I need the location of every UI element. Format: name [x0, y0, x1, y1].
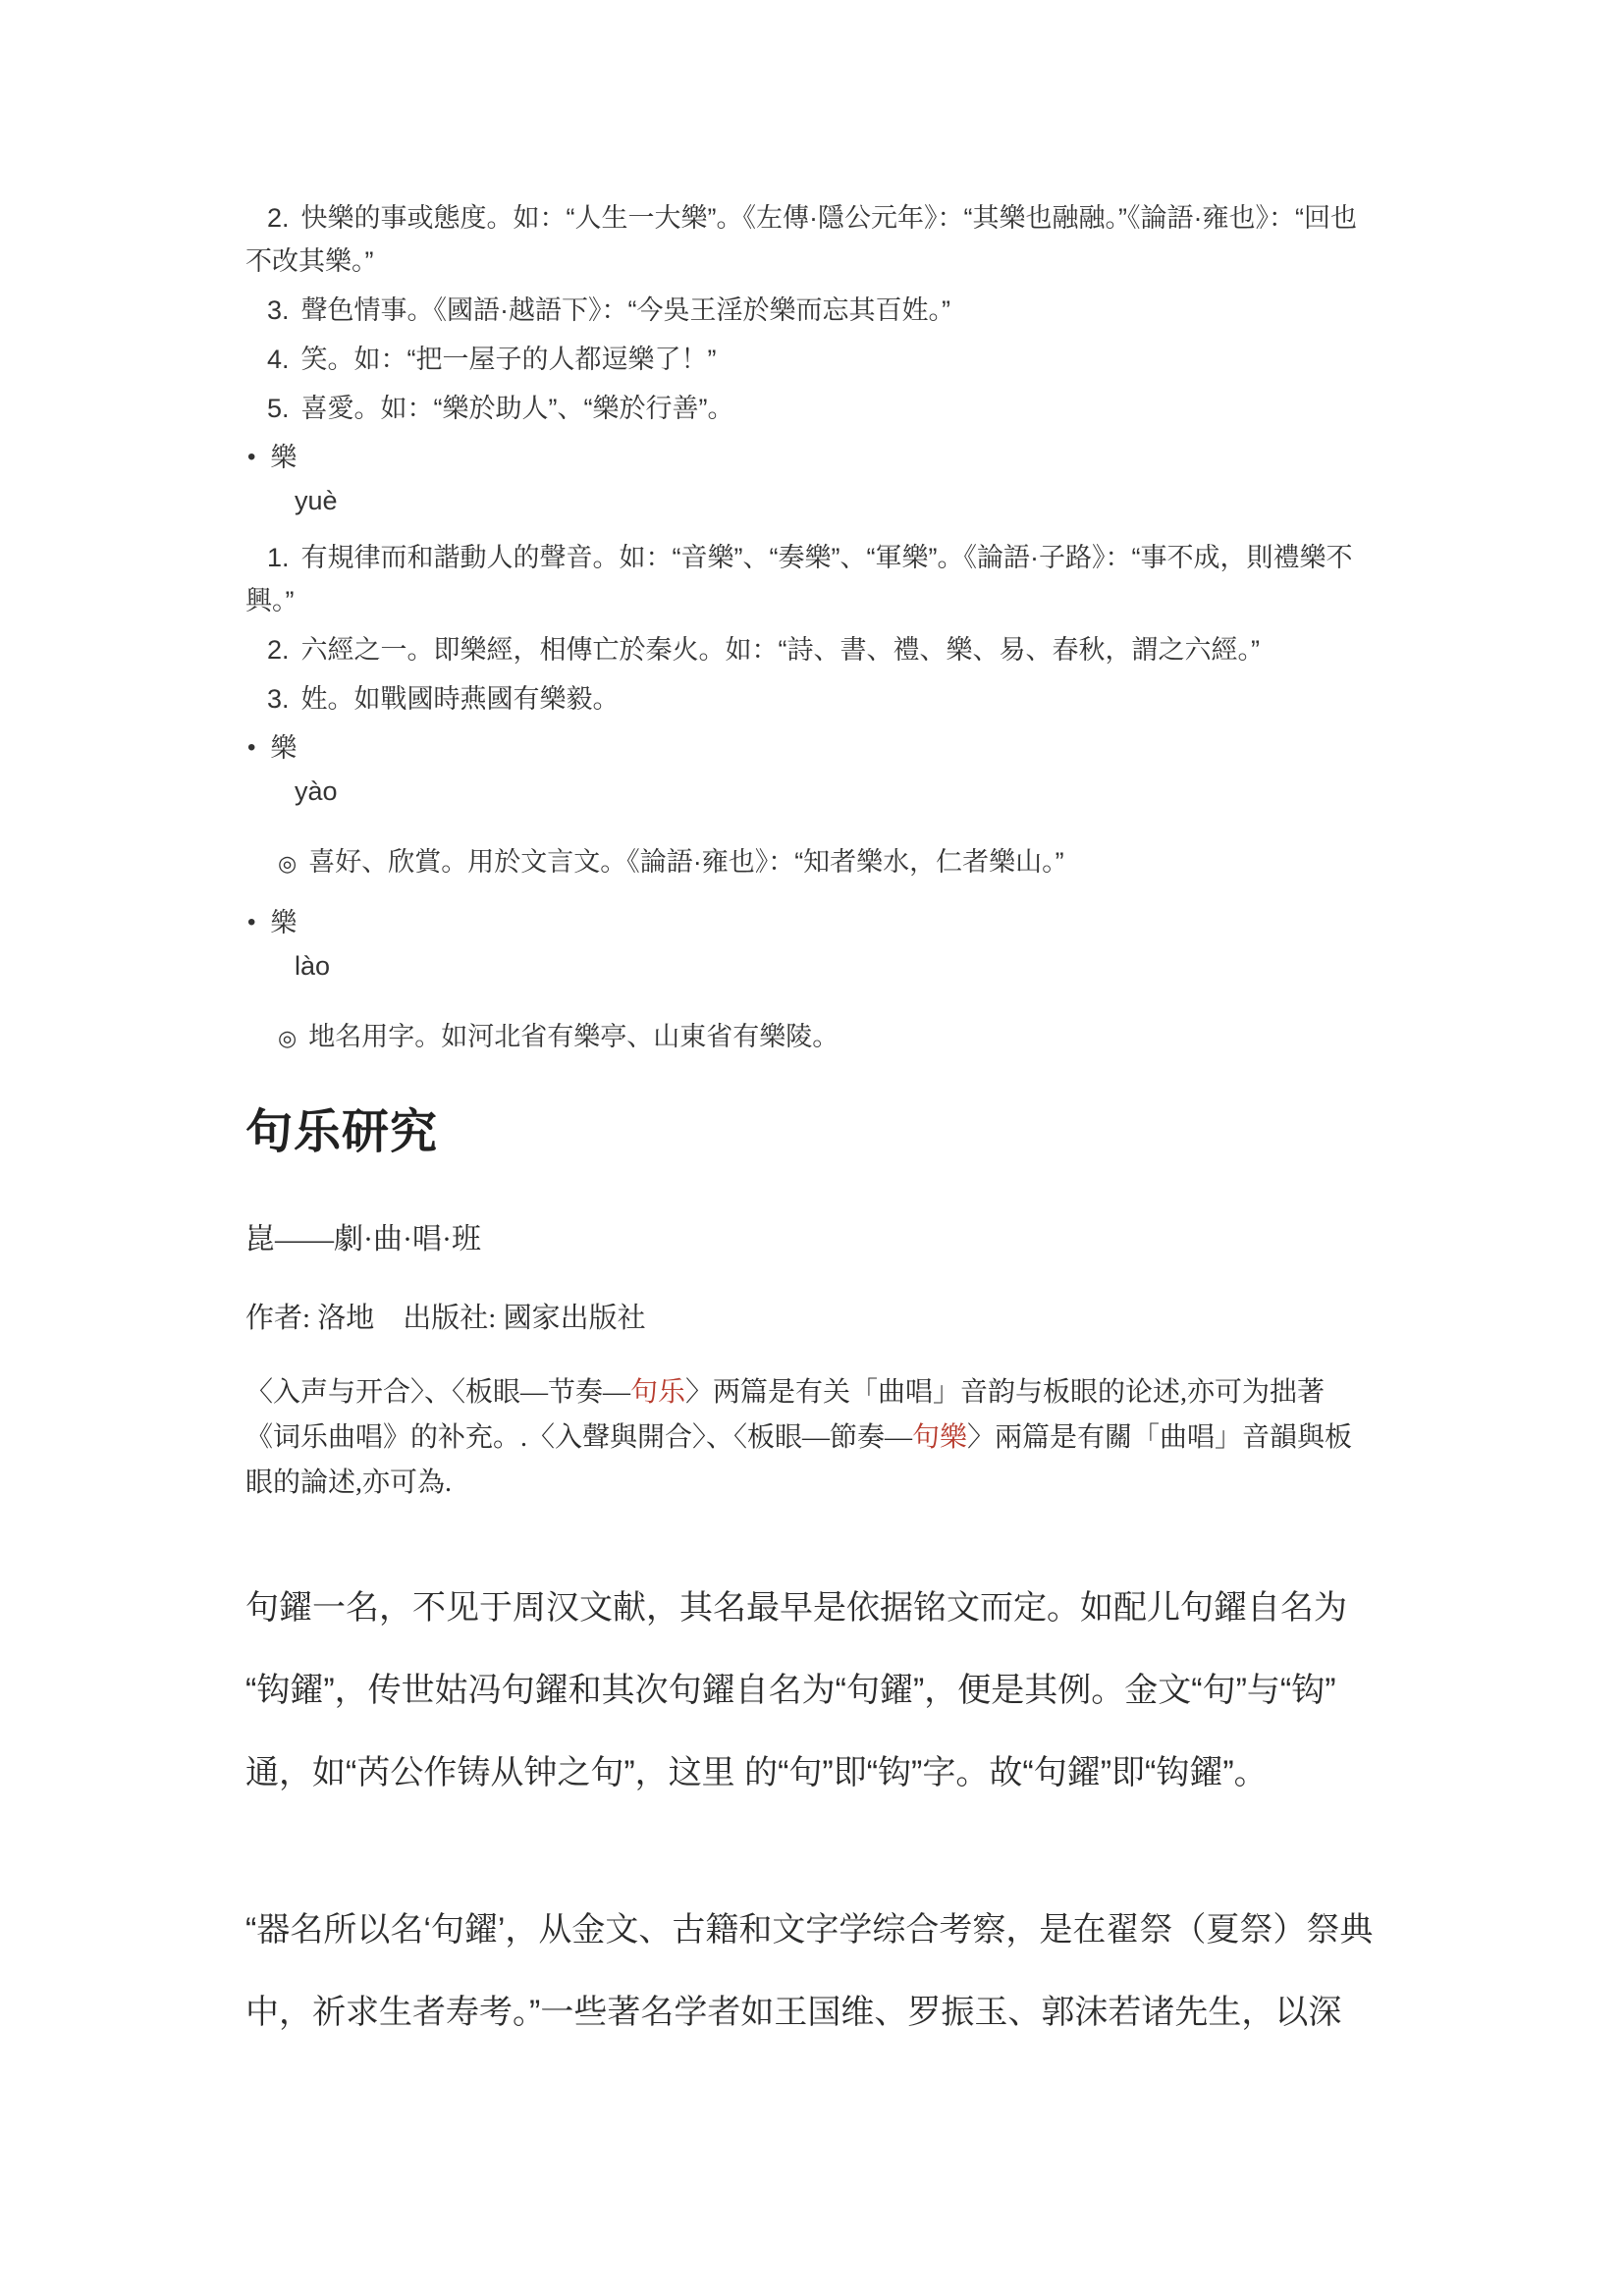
list-marker: 2.	[267, 635, 290, 665]
sense-item	[245, 628, 1379, 671]
bullet-icon: •	[247, 909, 256, 935]
entry-pinyin: yào	[295, 776, 338, 806]
sense-item	[245, 677, 1379, 721]
list-marker: 2.	[267, 203, 290, 233]
article-paragraph: 句鑃一名，不见于周汉文献，其名最早是依据铭文而定。如配儿句鑃自名为“钩鑃”，传世姑冯句鑃和其次句鑃自名为“句鑃”，便是其例。金文“句”与“钩”通，如“芮公作铸从钟之句”，这里 的“句”即“钩”字。故“句鑃”即“钩鑃”。	[245, 1589, 1347, 1791]
intro-text: 〉两篇是有关「曲唱」音韵与板眼的论述,亦可为拙著《词乐曲唱》的补充。.〈入聲與開合〉、〈板眼—節奏—	[245, 1377, 1326, 1453]
intro-text: 〈入声与开合〉、〈板眼—节奏—	[245, 1377, 631, 1408]
entry-note	[245, 1015, 1379, 1060]
sense-item	[245, 289, 1379, 332]
entry-headword	[245, 726, 1379, 770]
headword-char: 樂	[270, 443, 298, 472]
article-subtitle: 崑——劇·曲·唱·班	[245, 1223, 481, 1255]
entry-headword	[245, 436, 1379, 479]
sense-text: 六經之一。即樂經，相傳亡於秦火。如：“詩、書、禮、樂、易、春秋，謂之六經。”	[300, 635, 1261, 665]
sense-text: 姓。如戰國時燕國有樂毅。	[300, 684, 620, 714]
article-intro	[245, 1370, 1379, 1506]
entry-yao	[245, 726, 1379, 885]
entry-headword	[245, 901, 1379, 944]
sense-text: 笑。如：“把一屋子的人都逗樂了！”	[300, 345, 717, 374]
circle-marker-icon: ◎	[278, 851, 298, 876]
sense-item	[245, 338, 1379, 381]
list-marker: 3.	[267, 295, 290, 325]
page-content	[245, 0, 1379, 2054]
highlight-red: 句樂	[912, 1422, 968, 1453]
entry-pinyin: yuè	[295, 486, 338, 515]
sense-item	[245, 196, 1379, 283]
list-marker: 3.	[267, 684, 290, 714]
article-title: 句乐研究	[245, 1106, 439, 1158]
sense-text: 有規律而和諧動人的聲音。如：“音樂”、“奏樂”、“軍樂”。《論語·子路》：“事不成，則禮樂不興。”	[245, 543, 1353, 615]
list-marker: 4.	[267, 345, 290, 374]
entry-lao	[245, 901, 1379, 1060]
intro-text: 〉兩篇是有關「曲唱」音韻與板眼的論述,亦可為.	[245, 1422, 1353, 1498]
entry-pinyin: lào	[295, 951, 331, 981]
article-byline: 作者: 洛地 出版社: 國家出版社	[245, 1303, 646, 1334]
sense-text: 喜愛。如：“樂於助人”、“樂於行善”。	[300, 394, 734, 423]
note-text: 喜好、欣賞。用於文言文。《論語·雍也》：“知者樂水，仁者樂山。”	[308, 847, 1064, 877]
sense-text: 聲色情事。《國語·越語下》：“今吳王淫於樂而忘其百姓。”	[300, 295, 951, 325]
article-section	[245, 1103, 1379, 2054]
bullet-icon: •	[247, 444, 256, 470]
sense-item	[245, 387, 1379, 430]
entry-note	[245, 840, 1379, 885]
bullet-icon: •	[247, 734, 256, 761]
list-marker: 5.	[267, 394, 290, 423]
headword-char: 樂	[270, 733, 298, 763]
note-text: 地名用字。如河北省有樂亭、山東省有樂陵。	[308, 1022, 839, 1051]
list-marker: 1.	[267, 543, 290, 572]
sense-item	[245, 536, 1379, 622]
headword-char: 樂	[270, 908, 298, 937]
circle-marker-icon: ◎	[278, 1026, 298, 1050]
dictionary-section	[245, 196, 1379, 1060]
highlight-red: 句乐	[630, 1377, 686, 1408]
entry-yue	[245, 436, 1379, 721]
entry-senses	[245, 536, 1379, 721]
sense-text: 快樂的事或態度。如：“人生一大樂”。《左傳·隱公元年》：“其樂也融融。”《論語·雍也》：“回也不改其樂。”	[245, 203, 1357, 276]
article-paragraph: “器名所以名‘句鑃’，从金文、古籍和文字学综合考察，是在翟祭（夏祭）祭典中，祈求生者寿考。”一些著名学者如王国维、罗振玉、郭沫若诸先生，以深	[245, 1911, 1374, 2031]
